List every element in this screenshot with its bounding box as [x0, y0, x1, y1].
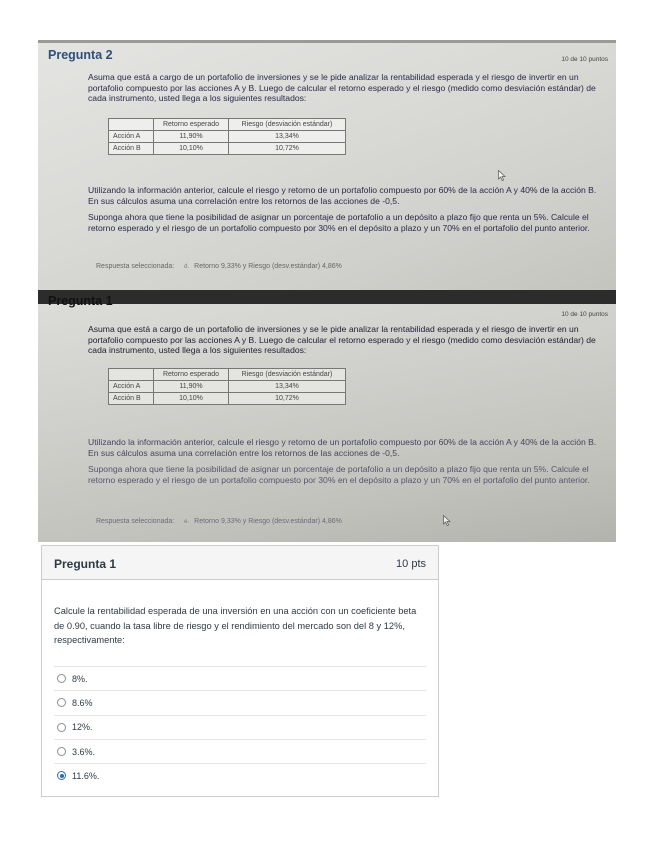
table-header-cell: [109, 369, 154, 381]
card-points: 10 pts: [396, 558, 426, 570]
option-label: 12%.: [72, 722, 93, 733]
radio-button-checked-icon[interactable]: [57, 771, 66, 780]
radio-button-icon[interactable]: [57, 723, 66, 732]
table-cell: Acción A: [109, 131, 154, 143]
option-label: 8%.: [72, 673, 88, 684]
photo-top-edge: [38, 40, 616, 43]
table-cell: 11,90%: [154, 131, 229, 143]
photo-top-edge: [38, 290, 616, 304]
table-cell: 10,72%: [229, 143, 346, 155]
answer-option-selected[interactable]: [54, 763, 426, 787]
answer-mark: e.: [184, 519, 190, 525]
table-row: [109, 131, 346, 143]
radio-button-icon[interactable]: [57, 674, 66, 683]
instruction-text: Utilizando la información anterior, calcule el riesgo y retorno de un portafolio compuesto por 60% de la acción A y 40% de la acción B. En sus cálculos asuma una correlación entre los retornos de las acciones de -0,5.: [88, 437, 597, 458]
answer-option[interactable]: [54, 690, 426, 714]
table-row: [109, 393, 346, 405]
table-header-cell: Riesgo (desviación estándar): [229, 119, 346, 131]
table-cell: Acción B: [109, 393, 154, 405]
card-header: [42, 546, 438, 580]
table-header-row: [109, 119, 346, 131]
followup-text: Suponga ahora que tiene la posibilidad de asignar un porcentaje de portafolio a un depósito a plazo fijo que renta un 5%. Calcule el retorno esperado y el riesgo de un portafolio compuesto por 30% en el depósito a plazo y un 70% en el portafolio del punto anterior.: [88, 464, 590, 485]
option-label: 8.6%: [72, 697, 93, 708]
results-table: [108, 118, 346, 155]
table-cell: Acción B: [109, 143, 154, 155]
answer-options: [54, 666, 426, 787]
table-cell: 11,90%: [154, 381, 229, 393]
question-heading: Pregunta 2: [48, 48, 113, 62]
screenshot-photo-pregunta-1: [38, 290, 616, 542]
answer-value: Retorno 9,33% y Riesgo (desv.estándar) 4,86%: [194, 518, 342, 525]
option-label: 3.6%.: [72, 746, 96, 757]
table-cell: 10,10%: [154, 393, 229, 405]
selected-answer: [96, 518, 342, 525]
screenshot-photo-pregunta-2: [38, 40, 616, 290]
question-text: Asuma que está a cargo de un portafolio de inversiones y se le pide analizar la rentabilidad esperada y el riesgo de invertir en un portafolio compuesto por las acciones A y B. Luego de calcular el retorno esperado y el riesgo (medido como desviación estándar) de cada instrumento, usted llega a los siguientes resultados:: [88, 72, 596, 103]
option-label: 11.6%.: [72, 770, 100, 781]
answer-label: Respuesta seleccionada:: [96, 518, 175, 525]
table-cell: 10,10%: [154, 143, 229, 155]
answer-value: Retorno 9,33% y Riesgo (desv.estándar) 4,86%: [194, 263, 342, 270]
table-header-cell: Retorno esperado: [154, 369, 229, 381]
table-row: [109, 381, 346, 393]
table-cell: 10,72%: [229, 393, 346, 405]
card-title: Pregunta 1: [54, 557, 117, 571]
quiz-question-card: [41, 545, 439, 797]
question-points: 10 de 10 puntos: [561, 311, 608, 318]
question-points: 10 de 10 puntos: [561, 56, 608, 63]
results-table: [108, 368, 346, 405]
radio-button-icon[interactable]: [57, 747, 66, 756]
table-cell: Acción A: [109, 381, 154, 393]
table-header-cell: Riesgo (desviación estándar): [229, 369, 346, 381]
radio-button-icon[interactable]: [57, 698, 66, 707]
followup-text: Suponga ahora que tiene la posibilidad de asignar un porcentaje de portafolio a un depósito a plazo fijo que renta un 5%. Calcule el retorno esperado y el riesgo de un portafolio compuesto por 30% en el depósito a plazo y un 70% en el portafolio del punto anterior.: [88, 212, 590, 233]
table-row: [109, 143, 346, 155]
mouse-pointer-icon: [443, 515, 451, 526]
table-cell: 13,34%: [229, 131, 346, 143]
answer-option[interactable]: [54, 666, 426, 690]
table-header-cell: [109, 119, 154, 131]
answer-label: Respuesta seleccionada:: [96, 263, 175, 270]
question-heading: Pregunta 1: [48, 294, 113, 308]
table-header-cell: Retorno esperado: [154, 119, 229, 131]
table-header-row: [109, 369, 346, 381]
mouse-pointer-icon: [498, 170, 506, 181]
question-text: Calcule la rentabilidad esperada de una inversión en una acción con un coeficiente beta de 0.90, cuando la tasa libre de riesgo y el rendimiento del mercado son del 8 y 12%, respectivamente:: [54, 606, 417, 645]
instruction-text: Utilizando la información anterior, calcule el riesgo y retorno de un portafolio compuesto por 60% de la acción A y 40% de la acción B. En sus cálculos asuma una correlación entre los retornos de las acciones de -0,5.: [88, 185, 597, 206]
answer-mark: d.: [184, 264, 190, 270]
answer-option[interactable]: [54, 739, 426, 763]
table-cell: 13,34%: [229, 381, 346, 393]
selected-answer: [96, 263, 342, 270]
question-text: Asuma que está a cargo de un portafolio de inversiones y se le pide analizar la rentabilidad esperada y el riesgo de invertir en un portafolio compuesto por las acciones A y B. Luego de calcular el retorno esperado y el riesgo (medido como desviación estándar) de cada instrumento, usted llega a los siguientes resultados:: [88, 324, 596, 355]
answer-option[interactable]: [54, 715, 426, 739]
